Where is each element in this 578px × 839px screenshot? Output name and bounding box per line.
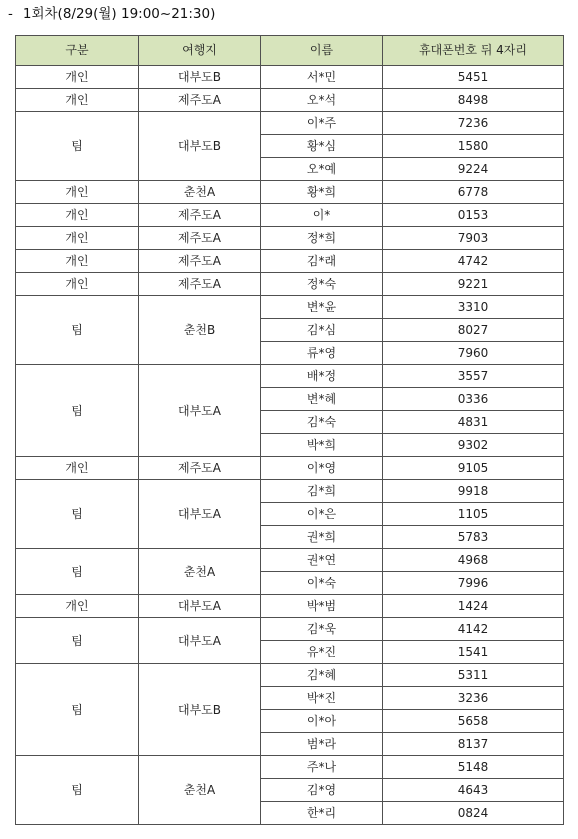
name-cell: 권*희 [261, 526, 383, 549]
type-cell: 팀 [16, 618, 139, 664]
phone-cell: 7960 [383, 342, 564, 365]
type-cell: 개인 [16, 89, 139, 112]
name-cell: 황*심 [261, 135, 383, 158]
table-row [16, 181, 564, 204]
destination-cell: 제주도A [139, 273, 261, 296]
type-cell: 팀 [16, 365, 139, 457]
header-phone-last4: 휴대폰번호 뒤 4자리 [383, 36, 564, 66]
name-cell: 변*혜 [261, 388, 383, 411]
phone-cell: 7903 [383, 227, 564, 250]
table-row [16, 618, 564, 641]
table-row [16, 273, 564, 296]
table-row [16, 112, 564, 135]
phone-cell: 1105 [383, 503, 564, 526]
table-row [16, 66, 564, 89]
table-row [16, 250, 564, 273]
type-cell: 팀 [16, 112, 139, 181]
name-cell: 김*래 [261, 250, 383, 273]
phone-cell: 5783 [383, 526, 564, 549]
phone-cell: 1541 [383, 641, 564, 664]
name-cell: 오*석 [261, 89, 383, 112]
table-body [16, 66, 564, 825]
phone-cell: 4968 [383, 549, 564, 572]
destination-cell: 대부도A [139, 480, 261, 549]
destination-cell: 제주도A [139, 204, 261, 227]
type-cell: 개인 [16, 181, 139, 204]
phone-cell: 4142 [383, 618, 564, 641]
table-row [16, 756, 564, 779]
name-cell: 이*영 [261, 457, 383, 480]
name-cell: 류*영 [261, 342, 383, 365]
phone-cell: 9105 [383, 457, 564, 480]
phone-cell: 8027 [383, 319, 564, 342]
name-cell: 서*민 [261, 66, 383, 89]
name-cell: 김*심 [261, 319, 383, 342]
participant-table [15, 35, 564, 825]
destination-cell: 대부도B [139, 664, 261, 756]
name-cell: 이*은 [261, 503, 383, 526]
name-cell: 한*리 [261, 802, 383, 825]
session-title: 1회차(8/29(월) 19:00~21:30) [22, 6, 216, 22]
phone-cell: 0336 [383, 388, 564, 411]
destination-cell: 대부도B [139, 112, 261, 181]
phone-cell: 1424 [383, 595, 564, 618]
name-cell: 김*혜 [261, 664, 383, 687]
table-row [16, 365, 564, 388]
phone-cell: 0824 [383, 802, 564, 825]
phone-cell: 6778 [383, 181, 564, 204]
phone-cell: 5451 [383, 66, 564, 89]
type-cell: 팀 [16, 296, 139, 365]
name-cell: 김*영 [261, 779, 383, 802]
phone-cell: 9221 [383, 273, 564, 296]
name-cell: 박*희 [261, 434, 383, 457]
name-cell: 황*희 [261, 181, 383, 204]
session-heading [8, 3, 215, 25]
phone-cell: 9224 [383, 158, 564, 181]
destination-cell: 춘천B [139, 296, 261, 365]
phone-cell: 5148 [383, 756, 564, 779]
phone-cell: 9302 [383, 434, 564, 457]
name-cell: 이*숙 [261, 572, 383, 595]
table-header [16, 36, 564, 66]
type-cell: 팀 [16, 549, 139, 595]
destination-cell: 제주도A [139, 89, 261, 112]
header-row [16, 36, 564, 66]
name-cell: 주*나 [261, 756, 383, 779]
destination-cell: 대부도A [139, 365, 261, 457]
type-cell: 개인 [16, 227, 139, 250]
type-cell: 팀 [16, 480, 139, 549]
table-row [16, 204, 564, 227]
header-name: 이름 [261, 36, 383, 66]
table-row [16, 480, 564, 503]
name-cell: 박*범 [261, 595, 383, 618]
phone-cell: 4831 [383, 411, 564, 434]
type-cell: 팀 [16, 756, 139, 825]
phone-cell: 9918 [383, 480, 564, 503]
name-cell: 박*진 [261, 687, 383, 710]
phone-cell: 5658 [383, 710, 564, 733]
name-cell: 이* [261, 204, 383, 227]
table-row [16, 227, 564, 250]
phone-cell: 8137 [383, 733, 564, 756]
name-cell: 오*예 [261, 158, 383, 181]
destination-cell: 춘천A [139, 756, 261, 825]
table-row [16, 549, 564, 572]
type-cell: 개인 [16, 273, 139, 296]
phone-cell: 7236 [383, 112, 564, 135]
phone-cell: 8498 [383, 89, 564, 112]
phone-cell: 4742 [383, 250, 564, 273]
type-cell: 개인 [16, 457, 139, 480]
name-cell: 정*희 [261, 227, 383, 250]
name-cell: 김*욱 [261, 618, 383, 641]
name-cell: 변*윤 [261, 296, 383, 319]
destination-cell: 제주도A [139, 250, 261, 273]
header-destination: 여행지 [139, 36, 261, 66]
name-cell: 이*주 [261, 112, 383, 135]
phone-cell: 5311 [383, 664, 564, 687]
destination-cell: 제주도A [139, 457, 261, 480]
name-cell: 김*희 [261, 480, 383, 503]
destination-cell: 제주도A [139, 227, 261, 250]
phone-cell: 3557 [383, 365, 564, 388]
name-cell: 유*진 [261, 641, 383, 664]
type-cell: 개인 [16, 66, 139, 89]
name-cell: 김*숙 [261, 411, 383, 434]
phone-cell: 4643 [383, 779, 564, 802]
type-cell: 팀 [16, 664, 139, 756]
phone-cell: 3310 [383, 296, 564, 319]
name-cell: 이*아 [261, 710, 383, 733]
destination-cell: 춘천A [139, 549, 261, 595]
type-cell: 개인 [16, 595, 139, 618]
phone-cell: 7996 [383, 572, 564, 595]
header-type: 구분 [16, 36, 139, 66]
heading-bullet: - [8, 6, 13, 22]
table-row [16, 296, 564, 319]
name-cell: 정*숙 [261, 273, 383, 296]
phone-cell: 1580 [383, 135, 564, 158]
table-row [16, 595, 564, 618]
type-cell: 개인 [16, 250, 139, 273]
destination-cell: 춘천A [139, 181, 261, 204]
name-cell: 범*라 [261, 733, 383, 756]
name-cell: 배*정 [261, 365, 383, 388]
table-row [16, 457, 564, 480]
table-row [16, 89, 564, 112]
phone-cell: 0153 [383, 204, 564, 227]
destination-cell: 대부도A [139, 618, 261, 664]
name-cell: 권*연 [261, 549, 383, 572]
phone-cell: 3236 [383, 687, 564, 710]
destination-cell: 대부도B [139, 66, 261, 89]
table-row [16, 664, 564, 687]
type-cell: 개인 [16, 204, 139, 227]
destination-cell: 대부도A [139, 595, 261, 618]
